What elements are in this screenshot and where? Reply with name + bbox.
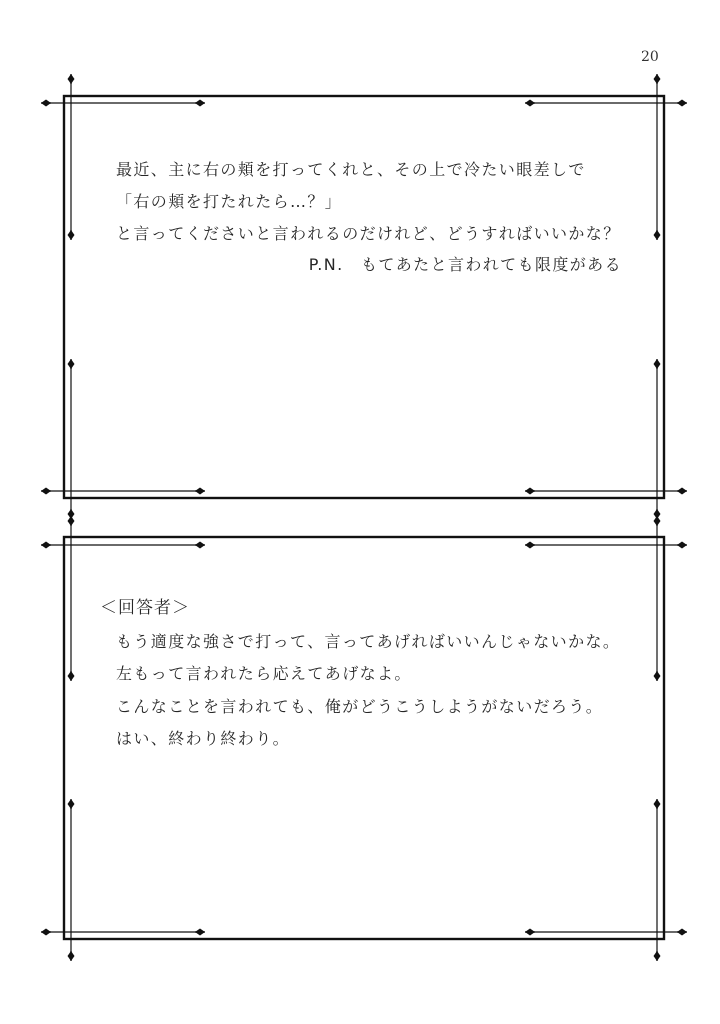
answer-line: はい、終わり終わり。 xyxy=(116,729,291,748)
question-line: と言ってくださいと言われるのだけれど、どうすればいいかな？ xyxy=(116,224,621,243)
answer-line: 左もって言われたら応えてあげなよ。 xyxy=(116,664,412,683)
question-frame-ornaments xyxy=(41,74,687,519)
pen-name-signature: P.N. もてあたと言われても限度がある xyxy=(308,255,622,274)
question-frame xyxy=(44,75,684,518)
question-line: 「右の頬を打たれたら…？」 xyxy=(116,192,343,211)
answer-heading: ＜回答者＞ xyxy=(100,598,190,618)
page-number: 20 xyxy=(641,49,659,65)
answer-line: こんなことを言われても、俺がどうこうしようがないだろう。 xyxy=(116,697,604,716)
answer-line: もう適度な強さで打って、言ってあげればいいんじゃないかな。 xyxy=(116,632,621,651)
question-line: 最近、主に右の頬を打ってくれと、その上で冷たい眼差しで xyxy=(116,160,586,179)
